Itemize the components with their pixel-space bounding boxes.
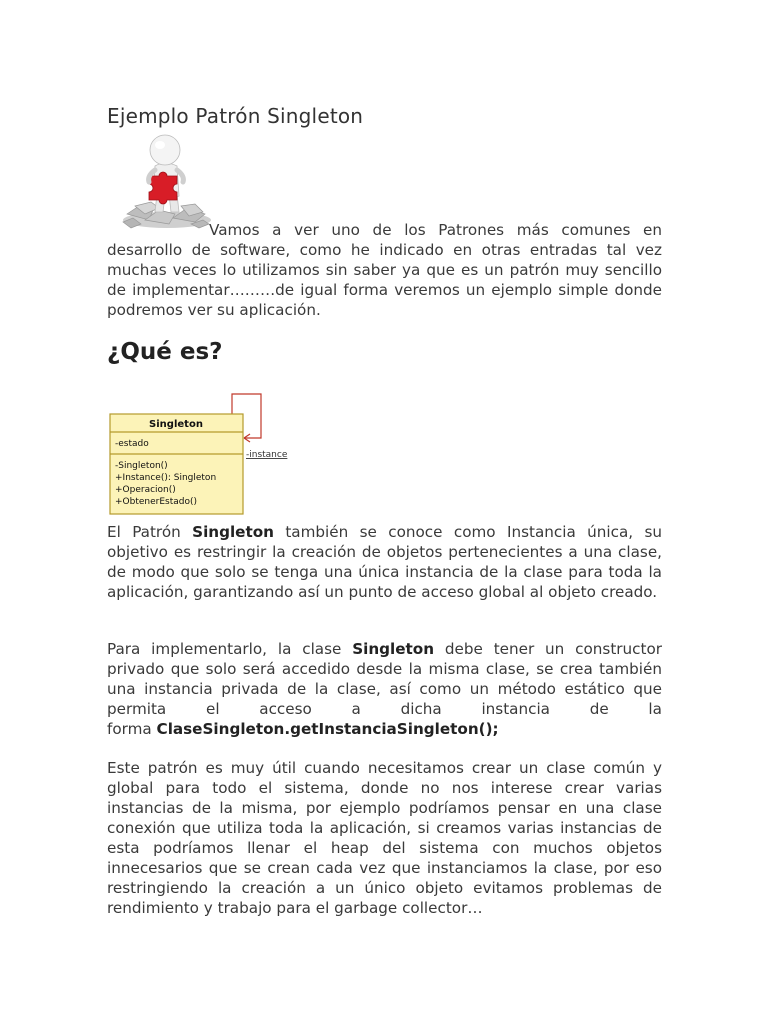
p2-spread-line: [107, 699, 662, 719]
p2-word: instancia: [481, 700, 550, 718]
p1-bold-term: Singleton: [192, 523, 274, 541]
class-attribute: -estado: [115, 439, 149, 449]
class-method: -Singleton(): [115, 461, 168, 471]
p2-word: de: [589, 700, 609, 718]
p2-word: permita: [107, 700, 167, 718]
paragraph-definition: [107, 522, 662, 602]
class-method: +ObtenerEstado(): [115, 497, 198, 507]
p2-word: el: [205, 700, 220, 718]
p2-word: acceso: [259, 700, 312, 718]
uml-diagram-svg: [107, 388, 307, 516]
p1-text-end: también se conoce como Instancia única, su objetivo es restringir la creación de objetos pertenecientes a una clase, de modo que solo se tenga una única instancia de la clase para toda la aplicación, garantizando así un punto de acceso global al objeto creado.: [107, 523, 662, 601]
section-heading: ¿Qué es?: [107, 339, 223, 365]
p2-last-prefix: forma: [107, 720, 157, 738]
association-label: -instance: [246, 450, 288, 460]
p2-bold-term: Singleton: [352, 640, 435, 658]
p1-text-start: El Patrón: [107, 523, 193, 541]
p2-word: la: [648, 700, 662, 718]
intro-paragraph: [107, 220, 662, 320]
puzzle-person-icon: [115, 130, 215, 232]
class-method: +Instance(): Singleton: [115, 473, 217, 483]
class-method: +Operacion(): [115, 485, 176, 495]
class-name: Singleton: [149, 419, 203, 430]
uml-class-diagram: [107, 388, 307, 516]
page-title: Ejemplo Patrón Singleton: [107, 104, 364, 128]
code-snippet: ClaseSingleton.getInstanciaSingleton();: [156, 720, 499, 738]
p2-word: dicha: [400, 700, 442, 718]
p2-text-end: debe tener un constructor privado que solo será accedido desde la misma clase, se crea también una instancia privada de la clase, así como un método estático que: [107, 640, 662, 698]
intro-text: Vamos a ver uno de los Patrones más comunes en desarrollo de software, como he indicado en otras entradas tal vez muchas veces lo utilizamos sin saber ya que es un patrón muy sencillo de implementar………de igual forma veremos un ejemplo simple donde podremos ver su aplicación.: [107, 221, 662, 319]
puzzle-figure-illustration: [115, 130, 215, 232]
paragraph-implementation: [107, 639, 662, 739]
paragraph-usage: Este patrón es muy útil cuando necesitamos crear un clase común y global para todo el sistema, donde no nos interese crear varias instancias de la misma, por ejemplo podríamos pensar en una clase conexión que utiliza toda la aplicación, si creamos varias instancias de esta podríamos llenar el heap del sistema con muchos objetos innecesarios que se crean cada vez que instanciamos la clase, por eso restringiendo la creación a un único objeto evitamos problemas de rendimiento y trabajo para el garbage collector…: [107, 759, 662, 917]
p2-text-start: Para implementarlo, la clase: [107, 640, 353, 658]
p2-word: a: [351, 700, 361, 718]
